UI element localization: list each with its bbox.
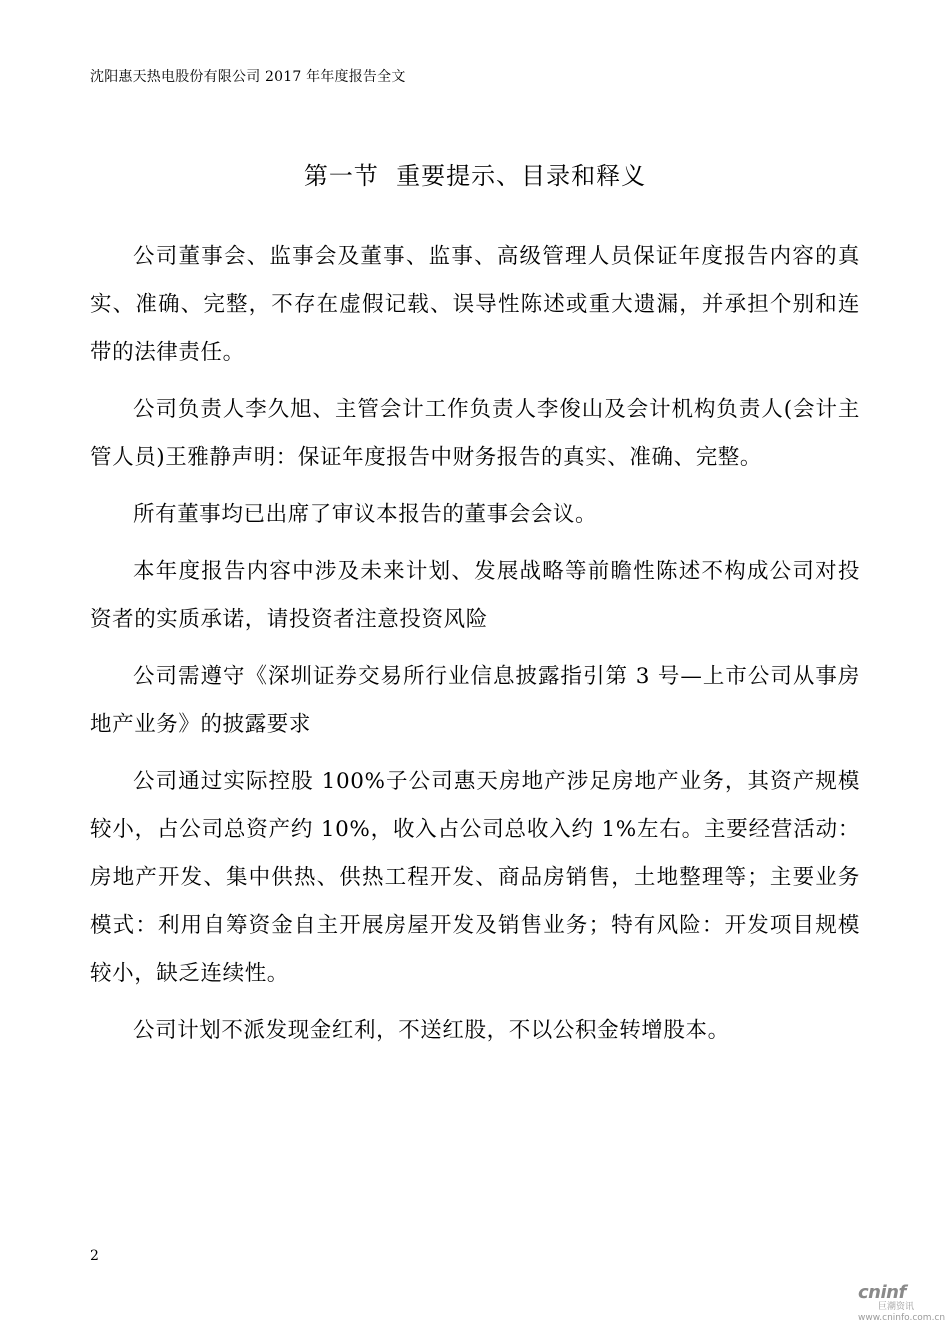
paragraph-dividend-plan: 公司计划不派发现金红利，不送红股，不以公积金转增股本。 [133, 1018, 730, 1043]
paragraph-board-guarantee: 公司董事会、监事会及董事、监事、高级管理人员保证年度报告内容的真实、准确、完整，不存在虚假记载、误导性陈述或重大遗漏，并承担个别和连带的法律责任。 [90, 244, 860, 365]
cninfo-watermark-logo [858, 1284, 948, 1340]
paragraph-responsible-persons: 公司负责人李久旭、主管会计工作负责人李俊山及会计机构负责人(会计主管人员)王雅静声明：保证年度报告中财务报告的真实、准确、完整。 [90, 397, 860, 470]
document-header: 沈阳惠天热电股份有限公司 2017 年年度报告全文 [90, 69, 406, 85]
paragraph-directors-attendance: 所有董事均已出席了审议本报告的董事会会议。 [133, 502, 598, 527]
cninfo-brand: cninf [858, 1282, 906, 1303]
page-number: 2 [90, 1248, 99, 1264]
cninfo-brand-cn: 巨潮资讯 [878, 1302, 915, 1312]
paragraph-forward-looking: 本年度报告内容中涉及未来计划、发展战略等前瞻性陈述不构成公司对投资者的实质承诺，请投资者注意投资风险 [90, 559, 860, 632]
paragraph-real-estate-business: 公司通过实际控股 100%子公司惠天房地产涉足房地产业务，其资产规模较小，占公司总资产约 10%，收入占公司总收入约 1%左右。主要经营活动：房地产开发、集中供热、供热工程开发、商品房销售，土地整理等；主要业务模式：利用自筹资金自主开展房屋开发及销售业务；特有风险：开发项目规模较小，缺乏连续性。 [90, 769, 860, 986]
paragraph-disclosure-guideline: 公司需遵守《深圳证券交易所行业信息披露指引第 3 号—上市公司从事房地产业务》的披露要求 [90, 664, 860, 737]
cninfo-url: www.cninfo.com.cn [858, 1313, 946, 1323]
body-text [90, 233, 860, 1064]
section-title: 第一节 重要提示、目录和释义 [303, 162, 647, 190]
header-divider [90, 92, 860, 93]
